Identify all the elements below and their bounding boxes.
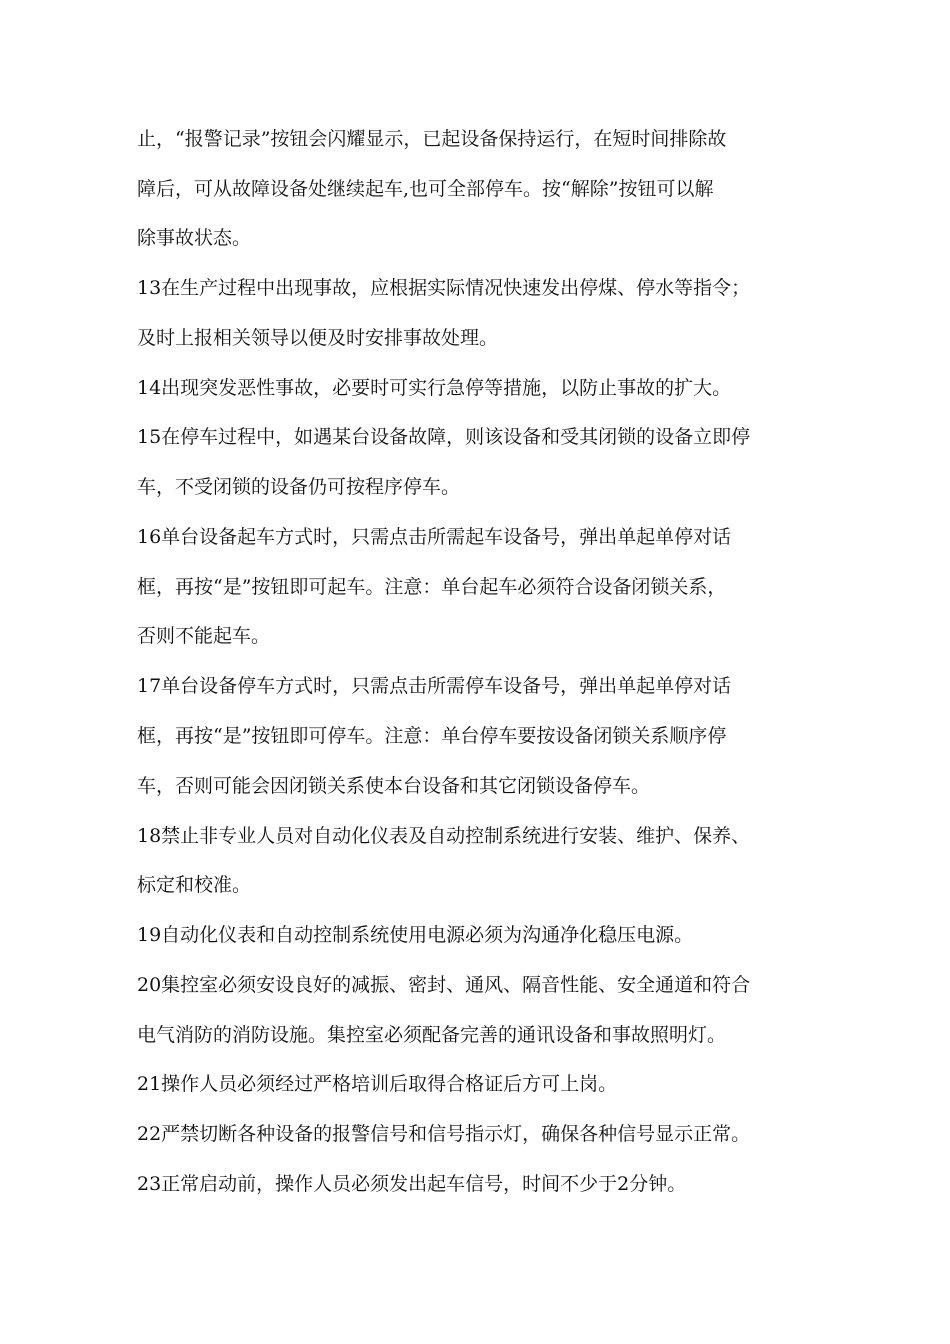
text-line: 车，否则可能会因闭锁关系使本台设备和其它闭锁设备停车。 [137, 775, 651, 797]
text-line: 22严禁切断各种设备的报警信号和信号指示灯，确保各种信号显示正常。 [137, 1123, 751, 1145]
text-line: 框，再按“是”按钮即可停车。注意：单台停车要按设备闭锁关系顺序停 [137, 725, 727, 747]
text-line: 19自动化仪表和自动控制系统使用电源必须为沟通净化稳压电源。 [137, 924, 694, 946]
text-line: 车，不受闭锁的设备仍可按程序停车。 [137, 476, 461, 498]
text-line: 20集控室必须安设良好的减振、密封、通风、隔音性能、安全通道和符合 [137, 974, 751, 996]
text-line: 及时上报相关领导以便及时安排事故处理。 [137, 327, 499, 349]
text-line: 21操作人员必须经过严格培训后取得合格证后方可上岗。 [137, 1073, 618, 1095]
text-line: 16单台设备起车方式时，只需点击所需起车设备号，弹出单起单停对话 [137, 526, 732, 548]
text-line: 17单台设备停车方式时，只需点击所需停车设备号，弹出单起单停对话 [137, 675, 732, 697]
text-line: 15在停车过程中，如遇某台设备故障，则该设备和受其闭锁的设备立即停 [137, 426, 751, 448]
text-line: 14出现突发恶性事故，必要时可实行急停等措施，以防止事故的扩大。 [137, 377, 732, 399]
text-line: 障后，可从故障设备处继续起车,也可全部停车。按“解除”按钮可以解 [137, 178, 714, 200]
text-line: 框，再按“是”按钮即可起车。注意：单台起车必须符合设备闭锁关系， [137, 576, 727, 598]
text-line: 电气消防的消防设施。集控室必须配备完善的通讯设备和事故照明灯。 [137, 1024, 727, 1046]
text-line: 除事故状态。 [137, 227, 252, 249]
text-line: 23正常启动前，操作人员必须发出起车信号，时间不少于2分钟。 [137, 1173, 687, 1195]
text-line: 标定和校准。 [137, 874, 252, 896]
text-line: 18禁止非专业人员对自动化仪表及自动控制系统进行安装、维护、保养、 [137, 825, 751, 847]
text-line: 止，“报警记录”按钮会闪耀显示，已起设备保持运行，在短时间排除故 [137, 128, 727, 150]
text-line: 13在生产过程中出现事故，应根据实际情况快速发出停煤、停水等指令； [137, 277, 751, 299]
text-line: 否则不能起车。 [137, 625, 271, 647]
